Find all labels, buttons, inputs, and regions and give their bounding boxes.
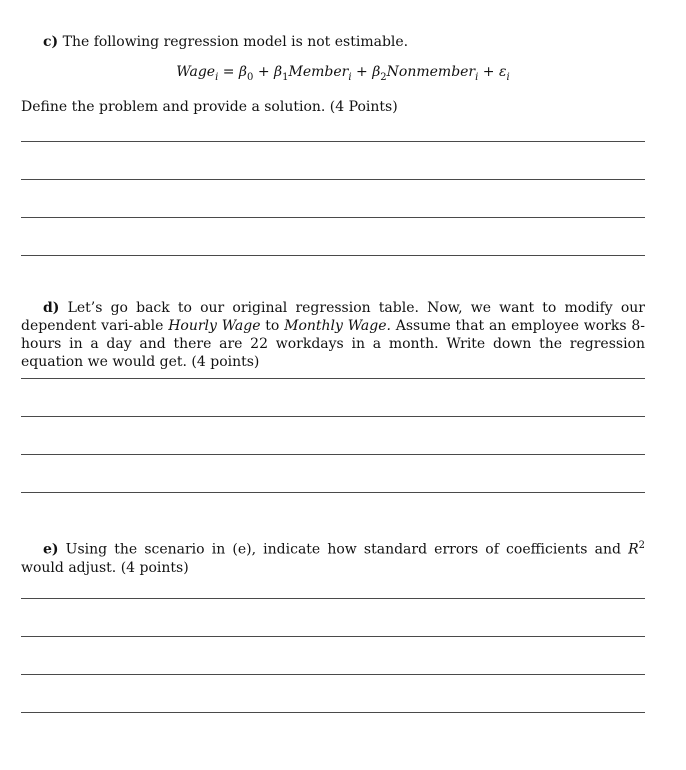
- answer-line[interactable]: [21, 217, 645, 218]
- r-squared-exponent: 2: [638, 540, 645, 551]
- question-d-part2: to: [260, 318, 285, 334]
- eq-sub1: 1: [282, 71, 289, 83]
- question-d-part3: Assume that an employee works 8-hours in a day and there are 22 workdays in a month. Write down the regression equation we would get. (4 points): [21, 318, 645, 370]
- eq-sub: i: [348, 71, 352, 83]
- eq-sub: i: [475, 71, 479, 83]
- question-e-part1: Using the scenario in (e), indicate how standard errors of coefficients and: [65, 541, 629, 558]
- eq-beta1: β: [274, 64, 283, 80]
- answer-line[interactable]: [21, 255, 645, 256]
- answer-line[interactable]: [21, 674, 645, 675]
- eq-epsilon: ε: [498, 64, 507, 80]
- answer-line[interactable]: [21, 636, 645, 637]
- r-squared-symbol: R: [628, 541, 639, 558]
- question-d-text: [21, 299, 645, 371]
- question-e-part2: would adjust. (4 points): [21, 559, 189, 576]
- eq-sub2: 2: [380, 71, 387, 83]
- answer-line[interactable]: [21, 598, 645, 599]
- answer-line[interactable]: [21, 454, 645, 455]
- question-d-monthly-wage: Monthly Wage.: [284, 318, 391, 334]
- answer-line[interactable]: [21, 416, 645, 417]
- answer-line[interactable]: [21, 141, 645, 142]
- question-d-part1: Let’s go back to our original regression table. Now, we want to modify our dependent vari-able: [21, 300, 645, 334]
- eq-wage: Wage: [176, 64, 216, 80]
- eq-plus: +: [257, 64, 270, 80]
- answer-line[interactable]: [21, 492, 645, 493]
- question-d-hourly-wage: Hourly Wage: [168, 318, 261, 334]
- eq-plus: +: [356, 64, 368, 80]
- question-c-text: The following regression model is not estimable.: [62, 34, 409, 50]
- eq-nonmember: Nonmember: [386, 64, 476, 80]
- eq-beta0: β: [238, 64, 248, 80]
- question-e-label: e): [43, 541, 59, 558]
- question-d-label: d): [43, 300, 60, 316]
- eq-beta2: β: [372, 64, 381, 80]
- eq-member: Member: [288, 64, 349, 80]
- question-c-heading: [21, 33, 645, 51]
- eq-sub: i: [506, 71, 510, 83]
- eq-sub: i: [215, 71, 219, 83]
- eq-equals: =: [222, 64, 235, 80]
- answer-line[interactable]: [21, 712, 645, 713]
- regression-equation: [0, 64, 686, 83]
- question-c-label: c): [43, 34, 59, 50]
- answer-line[interactable]: [21, 378, 645, 379]
- question-c-prompt: Define the problem and provide a solution. (4 Points): [21, 99, 398, 115]
- answer-line[interactable]: [21, 179, 645, 180]
- eq-plus: +: [482, 64, 495, 80]
- question-e-text: [21, 537, 645, 577]
- eq-sub0: 0: [247, 71, 254, 83]
